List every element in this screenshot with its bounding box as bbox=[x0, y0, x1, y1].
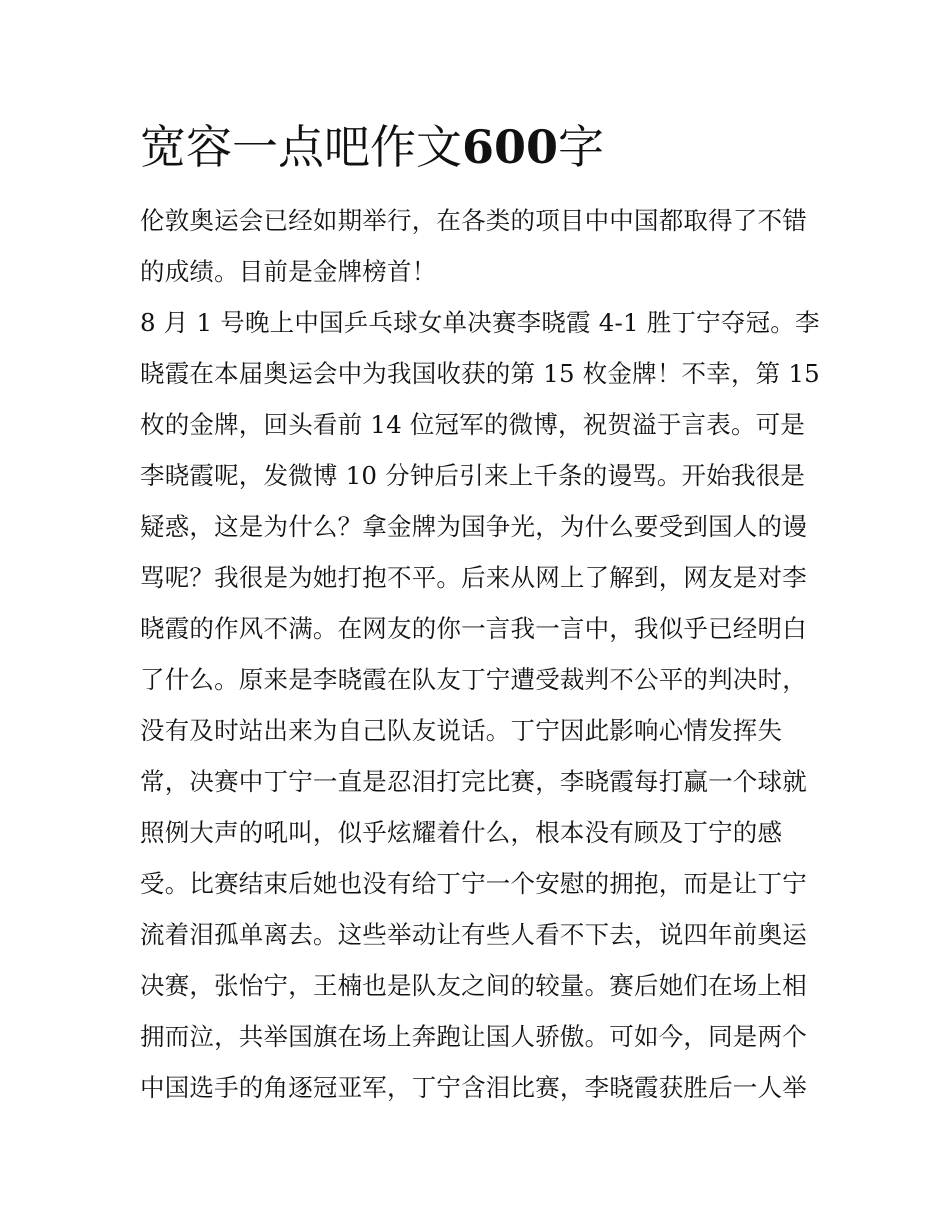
title-number: 600 bbox=[462, 120, 559, 174]
document-body bbox=[140, 195, 820, 1113]
text-line: 决赛，张怡宁，王楠也是队友之间的较量。赛后她们在场上相 bbox=[140, 971, 807, 1000]
text-line: 照例大声的吼叫，似乎炫耀着什么，根本没有顾及丁宁的感 bbox=[140, 818, 783, 847]
text-line: 拥而泣，共举国旗在场上奔跑让国人骄傲。可如今，同是两个 bbox=[140, 1022, 807, 1051]
title-prefix: 宽容一点吧作文 bbox=[140, 120, 462, 174]
title-suffix: 字 bbox=[558, 120, 605, 174]
text-line: 晓霞的作风不满。在网友的你一言我一言中，我似乎已经明白 bbox=[140, 614, 807, 643]
text-line: 常，决赛中丁宁一直是忍泪打完比赛，李晓霞每打赢一个球就 bbox=[140, 767, 807, 796]
text-line: 李晓霞呢，发微博 10 分钟后引来上千条的谩骂。开始我很是 bbox=[140, 461, 806, 490]
text-line: 中国选手的角逐冠亚军，丁宁含泪比赛，李晓霞获胜后一人举 bbox=[140, 1073, 807, 1102]
text-line: 枚的金牌，回头看前 14 位冠军的微博，祝贺溢于言表。可是 bbox=[140, 410, 806, 439]
text-line: 没有及时站出来为自己队友说话。丁宁因此影响心情发挥失 bbox=[140, 716, 783, 745]
text-line: 的成绩。目前是金牌榜首！ bbox=[140, 257, 437, 286]
text-line: 流着泪孤单离去。这些举动让有些人看不下去，说四年前奥运 bbox=[140, 920, 807, 949]
text-line: 了什么。原来是李晓霞在队友丁宁遭受裁判不公平的判决时， bbox=[140, 665, 807, 694]
document-title bbox=[140, 112, 604, 182]
text-line: 受。比赛结束后她也没有给丁宁一个安慰的拥抱，而是让丁宁 bbox=[140, 869, 807, 898]
text-line: 伦敦奥运会已经如期举行，在各类的项目中中国都取得了不错 bbox=[140, 206, 807, 235]
text-line: 晓霞在本届奥运会中为我国收获的第 15 枚金牌！不幸，第 15 bbox=[140, 359, 820, 388]
text-line: 疑惑，这是为什么？拿金牌为国争光，为什么要受到国人的谩 bbox=[140, 512, 807, 541]
text-line: 8 月 1 号晚上中国乒乓球女单决赛李晓霞 4-1 胜丁宁夺冠。李 bbox=[140, 308, 820, 337]
text-line: 骂呢？我很是为她打抱不平。后来从网上了解到，网友是对李 bbox=[140, 563, 807, 592]
